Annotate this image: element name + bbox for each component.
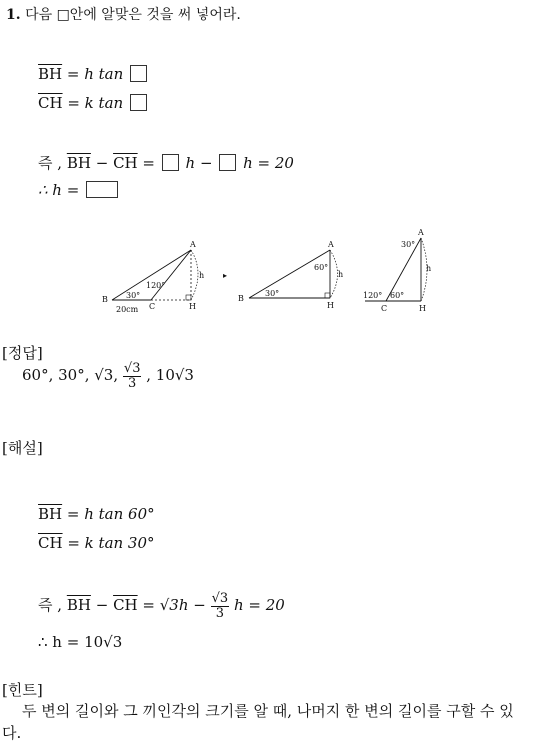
segment-bh: $\overline{BH}$ bbox=[66, 596, 91, 615]
answer-part-1: 60°, 30°, √3, bbox=[22, 366, 119, 385]
explanation-label: [해설] bbox=[2, 439, 43, 457]
figure-1 bbox=[102, 240, 204, 314]
fig3-label-height: h bbox=[426, 264, 432, 273]
segment-ch: $\overline{CH}$ bbox=[38, 534, 63, 552]
fig3-angle-out: 120° bbox=[363, 291, 383, 300]
answer-part-2: , 10√3 bbox=[146, 366, 194, 385]
equation-ch bbox=[38, 94, 149, 112]
figure-2 bbox=[238, 240, 343, 310]
answer-box-1[interactable] bbox=[130, 65, 147, 82]
answer-values bbox=[22, 362, 194, 390]
problem-instruction: 다음 □안에 알맞은 것을 써 넣어라. bbox=[25, 7, 241, 23]
hint-label: [힌트] bbox=[2, 681, 43, 699]
explanation-fraction-numerator: √3 bbox=[211, 591, 229, 606]
equation-therefore: ∴ h = bbox=[38, 181, 80, 199]
explanation-prefix: 즉 , bbox=[38, 596, 63, 615]
equation-h-term-1: h − bbox=[185, 154, 213, 172]
equation-prefix: 즉 , bbox=[38, 154, 63, 172]
fig2-label-h: H bbox=[327, 301, 334, 310]
answer-box-4[interactable] bbox=[219, 154, 236, 171]
fig2-label-b: B bbox=[238, 294, 244, 303]
equation-bh bbox=[38, 65, 149, 83]
fig2-angle-b: 30° bbox=[265, 289, 280, 298]
explanation-line-4: ∴ h = 10√3 bbox=[38, 633, 123, 651]
segment-bh: $\overline{BH}$ bbox=[38, 65, 63, 83]
arrow-icon: ▸ bbox=[223, 271, 228, 280]
answer-box-3[interactable] bbox=[162, 154, 179, 171]
equation-h-term-2: h = 20 bbox=[243, 154, 294, 172]
fig1-base-length: 20cm bbox=[116, 305, 139, 314]
minus-sign: − bbox=[95, 154, 109, 172]
fig2-label-height: h bbox=[338, 270, 344, 279]
segment-ch: $\overline{CH}$ bbox=[113, 596, 138, 615]
fig2-label-a: A bbox=[328, 240, 334, 249]
explanation-line-2-rhs: = k tan 30° bbox=[67, 534, 155, 552]
equation-ch-rhs: = k tan bbox=[67, 94, 124, 112]
fig1-label-h: H bbox=[189, 302, 196, 311]
fig1-label-a: A bbox=[190, 240, 196, 249]
explanation-fraction-denominator: 3 bbox=[215, 605, 225, 621]
explanation-line-1-rhs: = h tan 60° bbox=[66, 505, 155, 523]
fig3-label-a: A bbox=[418, 228, 424, 237]
explanation-line-3-mid: = √3h − bbox=[142, 596, 206, 615]
answer-box-5[interactable] bbox=[86, 181, 118, 198]
fig1-angle-c: 120° bbox=[146, 281, 166, 290]
explanation-fraction bbox=[211, 592, 230, 620]
fig3-label-h: H bbox=[419, 304, 426, 313]
segment-ch: $\overline{CH}$ bbox=[38, 94, 63, 112]
fig3-label-c: C bbox=[381, 304, 388, 313]
answer-label: [정답] bbox=[2, 344, 43, 362]
answer-fraction-denominator: 3 bbox=[128, 375, 137, 391]
hint-text: 두 변의 길이와 그 끼인각의 크기를 알 때, 나머지 한 변의 길이를 구할 수 있다. bbox=[2, 702, 514, 742]
explanation-line-1 bbox=[38, 505, 155, 523]
problem-number: 1. bbox=[6, 7, 21, 23]
fig3-angle-c: 60° bbox=[390, 291, 405, 300]
fig1-label-height: h bbox=[199, 271, 205, 280]
figure-3 bbox=[363, 228, 431, 313]
explanation-line-2 bbox=[38, 534, 155, 552]
equals-sign: = bbox=[142, 154, 155, 172]
problem-header bbox=[6, 4, 241, 24]
explanation-line-3 bbox=[38, 592, 285, 620]
minus-sign: − bbox=[95, 596, 109, 615]
fig1-label-b: B bbox=[102, 295, 108, 304]
segment-ch: $\overline{CH}$ bbox=[113, 154, 138, 172]
explanation-line-3-end: h = 20 bbox=[233, 596, 285, 615]
equation-difference bbox=[38, 152, 294, 173]
triangle-figures bbox=[95, 228, 440, 318]
fig1-angle-b: 30° bbox=[126, 291, 141, 300]
answer-fraction-numerator: √3 bbox=[123, 361, 141, 376]
fig1-label-c: C bbox=[149, 302, 156, 311]
segment-bh: $\overline{BH}$ bbox=[38, 505, 63, 523]
equation-result bbox=[38, 181, 120, 199]
answer-fraction bbox=[123, 362, 142, 390]
segment-bh: $\overline{BH}$ bbox=[66, 154, 91, 172]
fig3-angle-a: 30° bbox=[401, 240, 416, 249]
fig2-angle-a: 60° bbox=[314, 263, 329, 272]
answer-box-2[interactable] bbox=[130, 94, 147, 111]
equation-bh-rhs: = h tan bbox=[66, 65, 124, 83]
